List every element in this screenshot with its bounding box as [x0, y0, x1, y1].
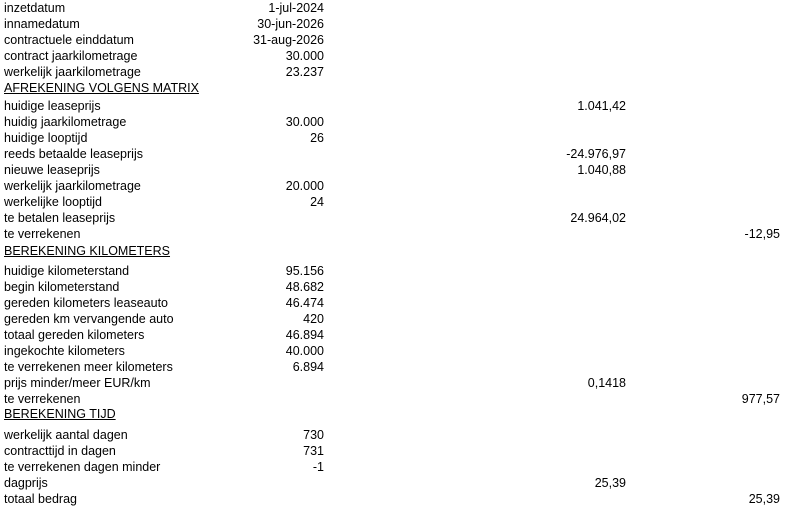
row-amount: 1.040,88: [577, 163, 626, 177]
row-value: 731: [303, 444, 324, 458]
row-value: 46.894: [285, 328, 324, 342]
row-label: te betalen leaseprijs: [4, 211, 116, 225]
row-te-verrekenen-dagen-minder: [0, 459, 800, 475]
row-gereden-km-vervangende-auto: [0, 311, 800, 327]
row-value: -1: [312, 460, 324, 474]
row-label: contracttijd in dagen: [4, 444, 116, 458]
row-label: gereden kilometers leaseauto: [4, 296, 168, 310]
row-te-betalen-leaseprijs: [0, 210, 800, 226]
row-huidige-leaseprijs: [0, 98, 800, 114]
row-contract-jaarkilometrage: [0, 48, 800, 64]
row-reeds-betaalde-leaseprijs: [0, 146, 800, 162]
row-te-verrekenen-meer-kilometers: [0, 359, 800, 375]
row-value: 420: [303, 312, 324, 326]
row-huidige-looptijd: [0, 130, 800, 146]
section-heading: BEREKENING TIJD: [4, 407, 116, 421]
row-value: 31-aug-2026: [253, 33, 324, 47]
row-value: 1-jul-2024: [268, 1, 324, 15]
row-huidig-jaarkilometrage: [0, 114, 800, 130]
row-value: 20.000: [285, 179, 324, 193]
row-amount: 1.041,42: [577, 99, 626, 113]
row-label: werkelijk jaarkilometrage: [4, 65, 141, 79]
row-value: 48.682: [285, 280, 324, 294]
row-gereden-kilometers-leaseauto: [0, 295, 800, 311]
row-dagprijs: [0, 475, 800, 491]
row-label: contract jaarkilometrage: [4, 49, 138, 63]
row-value: 730: [303, 428, 324, 442]
row-label: totaal bedrag: [4, 492, 77, 506]
row-total: -12,95: [744, 227, 780, 241]
row-label: contractuele einddatum: [4, 33, 134, 47]
row-werkelijk-aantal-dagen: [0, 427, 800, 443]
row-huidige-kilometerstand: [0, 263, 800, 279]
row-label: huidig jaarkilometrage: [4, 115, 127, 129]
row-label: huidige looptijd: [4, 131, 88, 145]
row-label: totaal gereden kilometers: [4, 328, 145, 342]
section-heading: AFREKENING VOLGENS MATRIX: [4, 81, 199, 95]
row-value: 6.894: [292, 360, 324, 374]
row-ingekochte-kilometers: [0, 343, 800, 359]
row-nieuwe-leaseprijs: [0, 162, 800, 178]
row-amount: -24.976,97: [566, 147, 626, 161]
row-label: huidige kilometerstand: [4, 264, 130, 278]
row-value: 30.000: [285, 115, 324, 129]
row-amount: 24.964,02: [570, 211, 626, 225]
row-amount: 25,39: [594, 476, 626, 490]
row-label: reeds betaalde leaseprijs: [4, 147, 143, 161]
row-totaal-bedrag: [0, 491, 800, 507]
row-label: huidige leaseprijs: [4, 99, 101, 113]
row-label: te verrekenen meer kilometers: [4, 360, 173, 374]
row-innamedatum: [0, 16, 800, 32]
row-value: 46.474: [285, 296, 324, 310]
row-label: dagprijs: [4, 476, 48, 490]
row-label: te verrekenen dagen minder: [4, 460, 161, 474]
row-label: innamedatum: [4, 17, 80, 31]
row-prijs-per-km: [0, 375, 800, 391]
row-label: prijs minder/meer EUR/km: [4, 376, 151, 390]
section-heading: BEREKENING KILOMETERS: [4, 244, 171, 258]
section-heading-tijd: [0, 406, 800, 422]
section-heading-matrix: [0, 80, 800, 96]
row-label: werkelijk aantal dagen: [4, 428, 128, 442]
row-totaal-gereden-kilometers: [0, 327, 800, 343]
row-label: te verrekenen: [4, 392, 81, 406]
row-contractuele-einddatum: [0, 32, 800, 48]
row-werkelijke-looptijd: [0, 194, 800, 210]
row-value: 30-jun-2026: [257, 17, 324, 31]
row-value: 23.237: [285, 65, 324, 79]
row-amount: 0,1418: [587, 376, 626, 390]
row-te-verrekenen-matrix: [0, 226, 800, 242]
row-label: te verrekenen: [4, 227, 81, 241]
section-heading-kilometers: [0, 243, 800, 259]
row-value: 30.000: [285, 49, 324, 63]
row-label: begin kilometerstand: [4, 280, 120, 294]
row-contracttijd-in-dagen: [0, 443, 800, 459]
row-inzetdatum: [0, 0, 800, 16]
row-label: werkelijk jaarkilometrage: [4, 179, 141, 193]
row-label: werkelijke looptijd: [4, 195, 102, 209]
row-total: 25,39: [748, 492, 780, 506]
row-value: 24: [310, 195, 324, 209]
row-label: nieuwe leaseprijs: [4, 163, 100, 177]
row-value: 95.156: [285, 264, 324, 278]
row-value: 40.000: [285, 344, 324, 358]
row-werkelijk-jaarkilometrage-matrix: [0, 178, 800, 194]
row-label: inzetdatum: [4, 1, 66, 15]
row-te-verrekenen-kilometers: [0, 391, 800, 407]
row-label: gereden km vervangende auto: [4, 312, 174, 326]
row-label: ingekochte kilometers: [4, 344, 125, 358]
row-value: 26: [310, 131, 324, 145]
row-werkelijk-jaarkilometrage: [0, 64, 800, 80]
row-total: 977,57: [741, 392, 780, 406]
row-begin-kilometerstand: [0, 279, 800, 295]
